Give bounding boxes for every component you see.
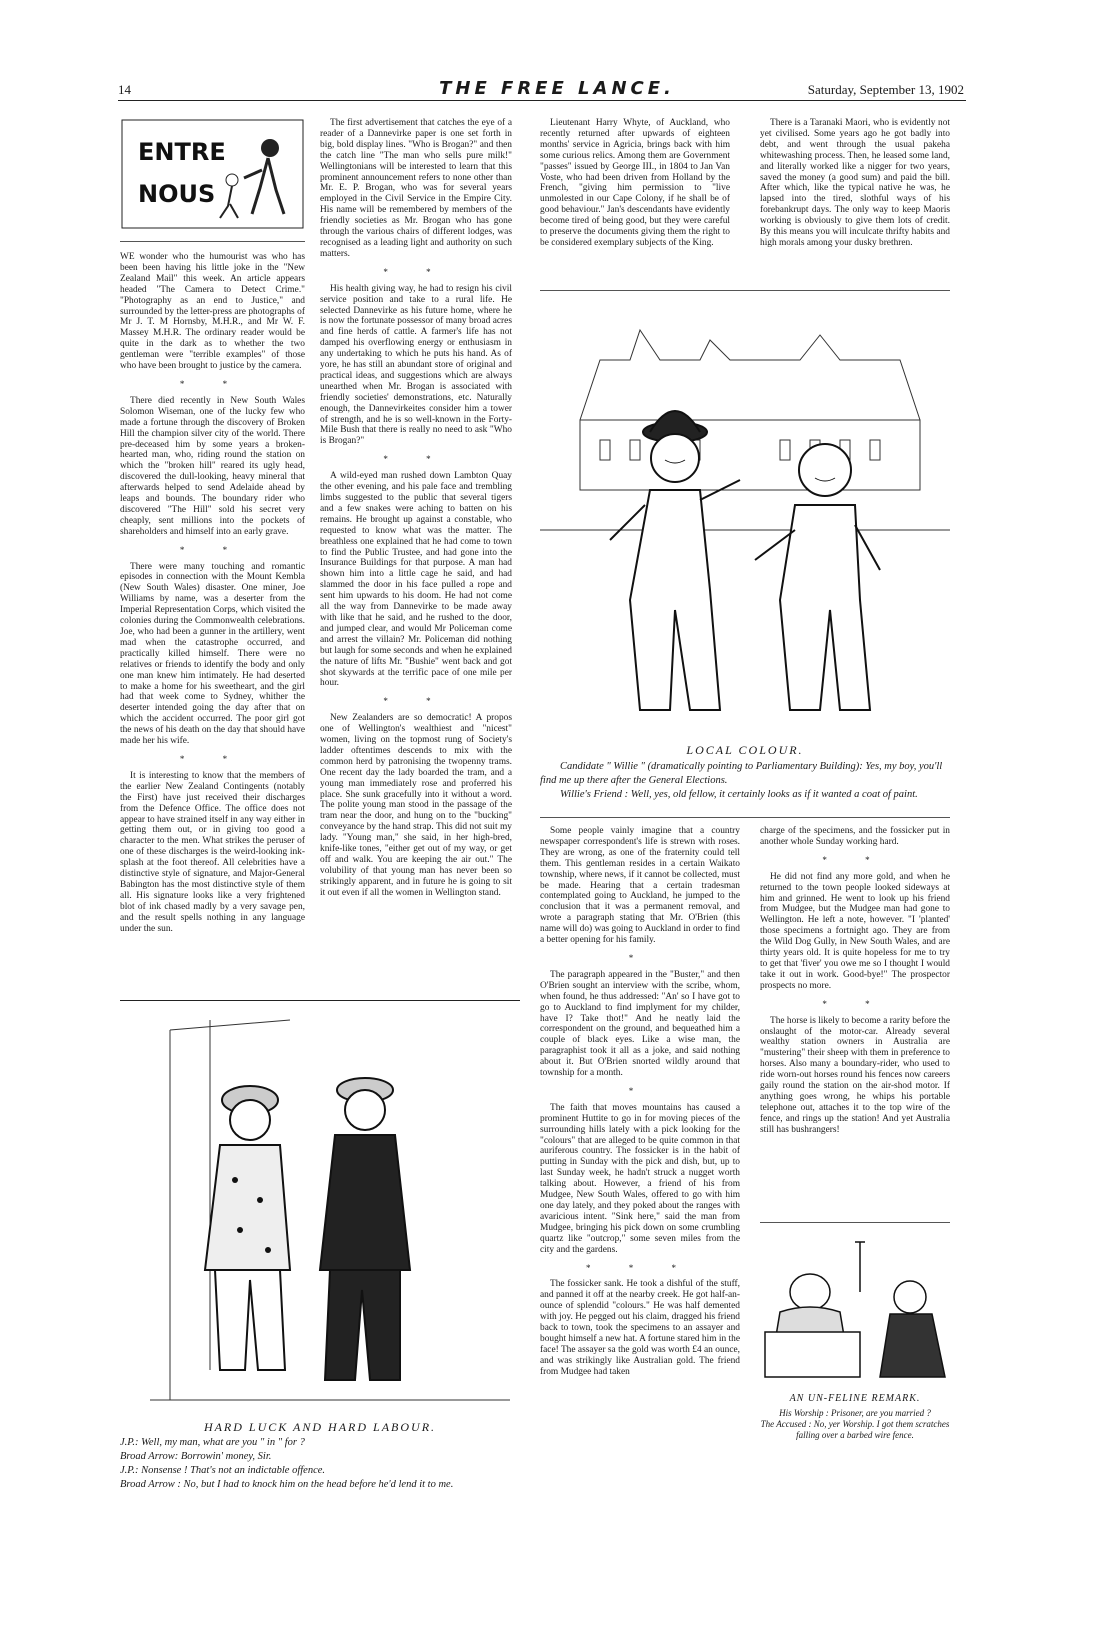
logo-rule [120,241,305,242]
paragraph-democratic: New Zealanders are so democratic! A propos one of Wellington's wealthiest and "nicest" women, living on the topmost rung of Society's ladder oftentimes descends to mix with the common herd by patronising the twopenny trams. One recent day the lady boarded the tram, and a young man immediately rose and proferred his place. She sunk gracefully into it without a word. The polite young man stood in the passage of the tram near the door, and hung on to the "bucking" conveyance by the hand strap. This did not suit my lady. "Young man," she said, in her high-bred, knife-like tones, "either get out of my way, or get off and walk. You are keeping the air out." The volubility of that young man has never been so strikingly apparent, and in future he is going to sit it out even if all the women in Wellington stand. [320,713,512,898]
column-1 [120,252,305,941]
paragraph-buster: The paragraph appeared in the "Buster," and then O'Brien sought an interview with the scribe, whom, when found, he thus addressed: "An' so I have got to go to Auckland to find implyment for my childer, have I? Take thot!" And he neatly laid the correspondent on the ground, and bequeathed him a couple of black eyes. Like a wise man, the paragraphist took it all as a joke, and said nothing about it. But O'Brien snorted wildly around that township for a month. [540,969,740,1079]
paragraph-taranaki-maori: There is a Taranaki Maori, who is evidently not yet civilised. Some years ago he got badly into debt, and went through the usual pakeha whitewashing process. Then, he leased some land, and literally worked like a nigger for two years, saved the money (a good sum) and paid the bill. After which, like the typical native he was, he lapsed into the tired, slothful ways of his forebankrupt days. The only way to keep Maoris working is obviously to give them lots of credit. By this means you will inculcate thrifty habits and high morals among your dusky brethren. [760,118,950,248]
column-3-bottom [540,826,740,1385]
caption-jp-question: J.P.: Well, my man, what are you " in " for ? [120,1437,305,1448]
svg-text:NOUS: NOUS [138,180,216,208]
left-cartoon-caption [120,1436,520,1492]
paragraph-motor-car: The horse is likely to become a rarity before the onslaught of the motor-car. Already several wealthy station owners in Australia are "mustering" their sheep with them in preference to horses. Also many a boundary-rider, who used to ride worn-out horses round his fences now careers gaily round the station on the air-shod motor. If anything goes wrong, he whips his portable telephone out, attaches it to the top wire of the fence, and rings up the station! And yet Australia still has bushrangers! [760,1015,950,1135]
caption-candidate: Candidate " Willie " (dramatically pointing to Parliamentary Building): Yes, my boy, you'll find me up there after the General Elections. [540,761,943,786]
caption-jp-nonsense: J.P.: Nonsense ! That's not an indictable offence. [120,1465,326,1476]
column-3-top [540,118,730,256]
paragraph-mudgee: He did not find any more gold, and when he returned to the town people looked sideways at him and grinned. He went to look up his friend from Mudgee, but the Mudgee man had gone to Wellington. He left a note, however. "I 'planted' those specimens a fortnight ago. They are from the Wild Dog Gully, in New South Wales, and are thirty years old. It is quite hopeless for me to try to get that 'fiver' you owe me so I thought I would take it out in work. Good-bye!" The prospector prospects no more. [760,871,950,991]
entre-nous-logo [120,118,305,230]
caption-broad-arrow-punchline: Broad Arrow : No, but I had to knock him on the head before he'd lend it to me. [120,1479,454,1490]
section-divider: * * [383,266,449,277]
section-divider: * * [179,378,246,389]
paragraph-humourist: WE wonder who the humourist was who has been been having his little joke in the "New Zealand Mail" this week. An article appears headed "The Camera to Detect Crime." "Photography as an end to Justice," and surrounded by the letter-press are photographs of Mr J. T. M Hornsby, M.H.R., and Mr W. F. Massey M.H.R. The ordinary reader would be quite in the dark as to whether the two gentleman were "terrible examples" of those who have been brought to justice by the camera. [120,252,305,372]
caption-worship: His Worship : Prisoner, are you married ? [779,1408,931,1418]
section-divider: * * [822,854,888,865]
header-rule [118,100,966,101]
section-divider: * [628,1085,652,1096]
paragraph-lambton-quay: A wild-eyed man rushed down Lambton Quay the other evening, and his pale face and trembling limbs suggested to the public that several tigers and a few snakes were aching to batten on his remains. He brought up against a constable, who requested to know what was the matter. The breathless one explained that he had come to town to find the Public Trustee, and had gone into the Insurance Buildings for that purpose. A man had shown him into a little cage he said, and had slammed the door in his face pulled a rope and sent him upwards to his doom. He had not come all the way from Dannevirke to be made away with like that he said, and he rushed to the door, and jumped clear, and would Mr Policeman come and arrest the villain? Mr. Policeman did nothing but laugh for some seconds and when he explained the nature of lifts Mr. "Bushie" went back and got shot skywards at the terrific pace of one mile per hour. [320,471,512,689]
small-cartoon-caption [760,1408,950,1441]
cartoon-caption [540,760,960,802]
section-divider: * [628,952,652,963]
local-colour-cartoon [540,300,950,720]
paragraph-broken-hill: There died recently in New South Wales Solomon Wiseman, one of the lucky few who made a fortune through the discovery of Broken Hill the champion silver city of the world. There pre-deceased him by some years a broken-hearted man, who, riding round the station on which the "broken hill" reared its ugly head, discovered the dull-looking, heavy mineral that afterwards helped to send Adelaide ahead by leaps and bounds. The boundary rider who discovered "The Hill" sold his secret very cheaply, sent millions into the pockets of shareholders and himself into an early grave. [120,395,305,537]
issue-date: Saturday, September 13, 1902 [807,82,964,97]
section-divider: * * * [586,1262,694,1273]
section-divider: * * [179,544,246,555]
hard-luck-cartoon [150,1010,510,1415]
paragraph-mount-kembla: There were many touching and romantic episodes in connection with the Mount Kembla (New South Wales) disaster. One miner, Joe Williams by name, was a deserter from the Imperial Representation Corps, which visited the colonies during the Commonwealth celebrations. Joe, who had been a gunner in the artillery, went mad when the catastrophe occurred, and practically killed himself. There were no relatives or friends to identify the body and only one man knew him intimately. He had deserted to make a home for his sweetheart, and the girl had that week come to Sydney, whither the deserter intended going the day after that on which the accident occurred. The poor girl got the news of his death on the day that should have made her his wife. [120,561,305,747]
paragraph-brogan-health: His health giving way, he had to resign his civil service position and take to a rural life. He selected Dannevirke as his future home, where he is now the fortunate possessor of many broad acres and fine herds of cattle. A farmer's life has not damped his overflowing energy or enthusiasm in any undertaking to which he puts his hand. As of yore, he has still an abundant store of original and practical ideas, and suggestions which are always unearthed when Mr. Brogan is associated with friendly societies' demonstrations, etc. Naturally enough, the Dannevirkeites consider him a tower of strength, and he is so well-known in the Forty-Mile Bush that there is really no need to ask "Who is Brogan?" [320,283,512,447]
section-divider: * * [822,998,888,1009]
paragraph-brogan: The first advertisement that catches the eye of a reader of a Dannevirke paper is one set forth in big, bold display lines. "Who is Brogan?" and then the catch line "The man who sells pure milk!" Wellingtonians will be interested to learn that this prominent announcement refers to none other than Mr. E. P. Brogan, who was for several years employed in the Civil Service in the Empire City. His name will be remembered by members of the friendly societies as Mr. Brogan who has gone through the various chairs of different lodges, was recognised as a leading light and authority on such matters. [320,118,512,259]
section-divider: * * [383,454,449,465]
page-number: 14 [118,82,131,97]
left-cartoon-title: HARD LUCK AND HARD LABOUR. [203,1420,437,1434]
paragraph-huttite: The faith that moves mountains has caused a prominent Huttite to go in for moving pieces of the surrounding hills lately with a pick looking for the "colours" that are alleged to be quite common in that auriferous country. The fossicker is in the habit of putting in Sunday with the pick and dish, but, up to last Sunday week, he hadn't struck a nugget worth talking about. However, a friend of his from Mudgee, New South Wales, offered to go with him one day lately, and they poked about the ranges with avaricious intent. "Sink here," said the man from Mudgee, bringing his pick down on some crumbling quartz like "outcrop," some seven miles from the city and the gardens. [540,1102,740,1255]
newspaper-title: THE FREE LANCE. [439,78,675,99]
column-4-bottom [760,826,950,1143]
cartoon-title: LOCAL COLOUR. [686,743,804,757]
column-4-top [760,118,950,256]
un-feline-cartoon [760,1232,950,1382]
section-divider: * * [179,753,246,764]
caption-rule [540,817,950,818]
caption-broad-arrow-answer: Broad Arrow: Borrowin' money, Sir. [120,1451,272,1462]
paragraph-specimens: charge of the specimens, and the fossicker put in another whole Sunday working hard. [760,826,950,847]
caption-friend: Willie's Friend : Well, yes, old fellow, it certainly looks as if it wanted a coat of paint. [560,789,918,800]
paragraph-correspondent: Some people vainly imagine that a country newspaper correspondent's life is strewn with roses. They are wrong, as one of the fraternity could tell them. This gentleman resides in a certain Waikato township, where news, if it cannot be collected, must be made. Hearing that a certain tradesman contemplated going to Auckland, he jumped to the conclusion that it was a permanent removal, and wrote a paragraph stating that Mr. O'Brien (this name will do) was going to Auckland in order to find a better opening for his family. [540,826,740,946]
svg-text:ENTRE: ENTRE [138,138,226,166]
small-cartoon-title: AN UN-FELINE REMARK. [789,1393,921,1404]
column-2 [320,118,512,906]
cartoon-top-rule [540,290,950,291]
paragraph-discharges: It is interesting to know that the members of the earlier New Zealand Contingents (notably the First) have just received their discharges from the Defence Office. The office does not appear to have strained itself in any way either in getting them out, or in giving too good a character to the men. What strikes the peruser of one of these discharges is the weird-looking ink-splash at the foot thereof. All celebrities have a distinctive style of signature, and Major-General Babington has the most distinctive style of them all. His signature looks like a very frightened blot of ink chased madly by a very savage pen, and the result spells nothing in any language under the sun. [120,770,305,934]
paragraph-harry-whyte: Lieutenant Harry Whyte, of Auckland, who recently returned after upwards of eighteen months' service in Agricia, brings back with him some curious relics. Among them are Government "passes" issued by George III., in 1804 to Jan Van Voste, who had been driven from Holland by the French, "giving him permission to "live unmolested in our Cape Colony, if he shall be of good behaviour." Jan's descendants have evidently become tired of being good, but they were careful to preserve the documents giving them the right to be considered exemplary subjects of the King. [540,118,730,248]
paragraph-fossicker: The fossicker sank. He took a dishful of the stuff, and panned it off at the nearby creek. He got half-an-ounce of splendid "colours." He was half demented with joy. He pegged out his claim, dragged his friend back to town, took the specimens to an assayer and bought himself a new hat. A fortune stared him in the face! The assayer sa the gold was worth £4 an ounce, and was strikingly like Australian gold. The friend from Mudgee had taken [540,1279,740,1377]
left-cartoon-rule [120,1000,520,1001]
section-divider: * * [383,696,449,707]
small-cartoon-rule [760,1222,950,1223]
caption-accused: The Accused : No, yer Worship. I got them scratches falling over a barbed wire fence. [760,1419,950,1440]
